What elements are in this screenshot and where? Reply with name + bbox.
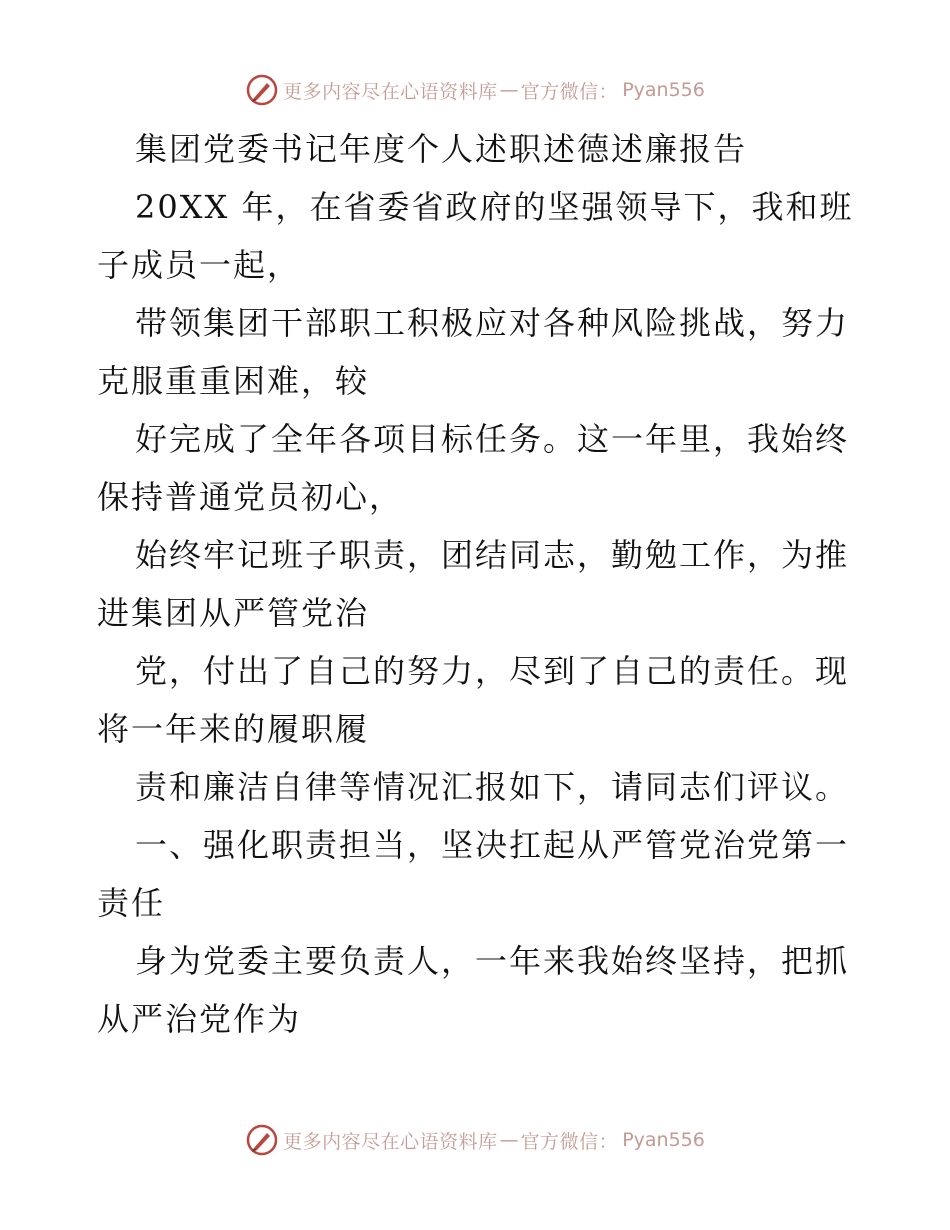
text-line: 从严治党作为 xyxy=(97,1000,302,1038)
watermark-wechat-id: Pyan556 xyxy=(622,1129,705,1151)
text-line: 带领集团干部职工积极应对各种风险挑战，努力 xyxy=(135,304,850,342)
pen-logo-icon xyxy=(245,1123,279,1157)
watermark-separator: — xyxy=(499,1129,519,1151)
watermark-separator: — xyxy=(499,79,519,101)
watermark-slogan: 更多内容尽在心语资料库 xyxy=(283,1130,498,1153)
text-line: 进集团从严管党治 xyxy=(97,594,370,632)
text-line: 克服重重困难，较 xyxy=(97,362,370,400)
text-line: 身为党委主要负责人，一年来我始终坚持，把抓 xyxy=(135,942,850,980)
document-body xyxy=(97,120,857,1048)
watermark-slogan: 更多内容尽在心语资料库 xyxy=(283,80,498,103)
watermark-wechat-label: 官方微信： xyxy=(520,80,619,103)
text-line: 20XX 年，在省委省政府的坚强领导下，我和班 xyxy=(135,188,854,226)
text-line: 党，付出了自己的努力，尽到了自己的责任。现 xyxy=(135,652,850,690)
footer-watermark xyxy=(0,1120,950,1160)
text-line: 将一年来的履职履 xyxy=(97,710,370,748)
text-line: 子成员一起， xyxy=(97,246,302,284)
text-line: 保持普通党员初心， xyxy=(97,478,404,516)
section-heading: 一、强化职责担当，坚决扛起从严管党治党第一 xyxy=(135,826,850,864)
text-line: 好完成了全年各项目标任务。这一年里，我始终 xyxy=(135,420,850,458)
watermark-wechat-label: 官方微信： xyxy=(520,1130,619,1153)
watermark-wechat-id: Pyan556 xyxy=(622,79,705,101)
text-line: 始终牢记班子职责，团结同志，勤勉工作，为推 xyxy=(135,536,850,574)
document-title: 集团党委书记年度个人述职述德述廉报告 xyxy=(135,130,748,168)
header-watermark xyxy=(0,70,950,110)
section-heading-continuation: 责任 xyxy=(97,884,166,922)
text-line: 责和廉洁自律等情况汇报如下，请同志们评议。 xyxy=(135,768,850,806)
pen-logo-icon xyxy=(245,73,279,107)
